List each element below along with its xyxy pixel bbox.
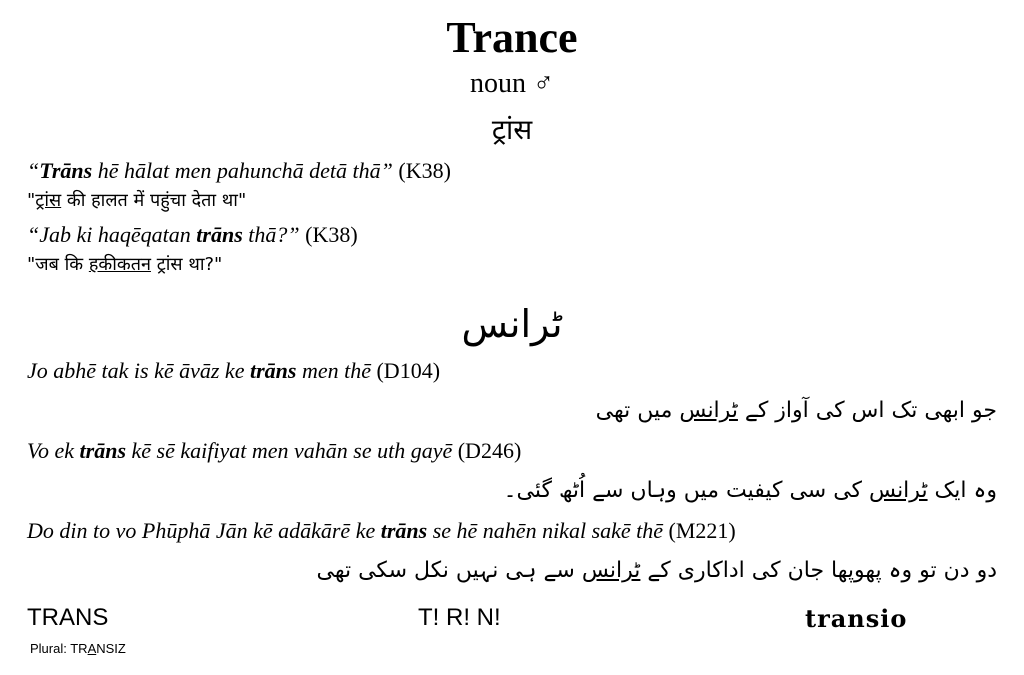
urdu-example-3-roman: Do din to vo Phūphā Jān kē adākārē ke trāns se hē nahēn nikal sakē thē (M221): [27, 518, 736, 543]
part-of-speech: noun ♂: [470, 68, 554, 99]
urdu-example-1-urdu: جو ابھی تک اس کی آواز کے ٹرانس میں تھی: [595, 398, 997, 423]
urdu-example-2-urdu: وہ ایک ٹرانس کی سی کیفیت میں وہاں سے اُٹھ گئی۔: [503, 478, 997, 503]
devanagari-headword: ट्रांस: [491, 113, 533, 146]
urdu-example-1-roman: Jo abhē tak is kē āvāz ke trāns men thē (D104): [27, 358, 441, 383]
urdu-example-2-roman: Vo ek trāns kē sē kaifiyat men vahān se uth gayē (D246): [27, 438, 522, 463]
urdu-headword: ٹرانس: [461, 302, 563, 346]
notation-codes: T! R! N!: [418, 604, 501, 631]
urdu-example-3-urdu: دو دن تو وہ پھوپھا جان کی اداکاری کے ٹرانس سے ہی نہیں نکل سکی تھی: [316, 558, 997, 583]
romanization-label: TRANS: [27, 604, 109, 631]
plural-form: Plural: TRANSIZ: [30, 641, 126, 656]
hindi-example-2-roman: “Jab ki haqēqatan trāns thā?” (K38): [27, 222, 358, 247]
blackletter-term: transio: [805, 604, 908, 633]
hindi-example-1-devanagari: "ट्रांस की हालत में पहुंचा देता था": [27, 190, 247, 211]
hindi-example-2-devanagari: "जब कि हकीकतन ट्रांस था?": [27, 254, 223, 275]
hindi-example-1-roman: “Trāns hē hālat men pahunchā detā thā” (K38): [27, 158, 451, 183]
headword: Trance: [446, 13, 578, 62]
